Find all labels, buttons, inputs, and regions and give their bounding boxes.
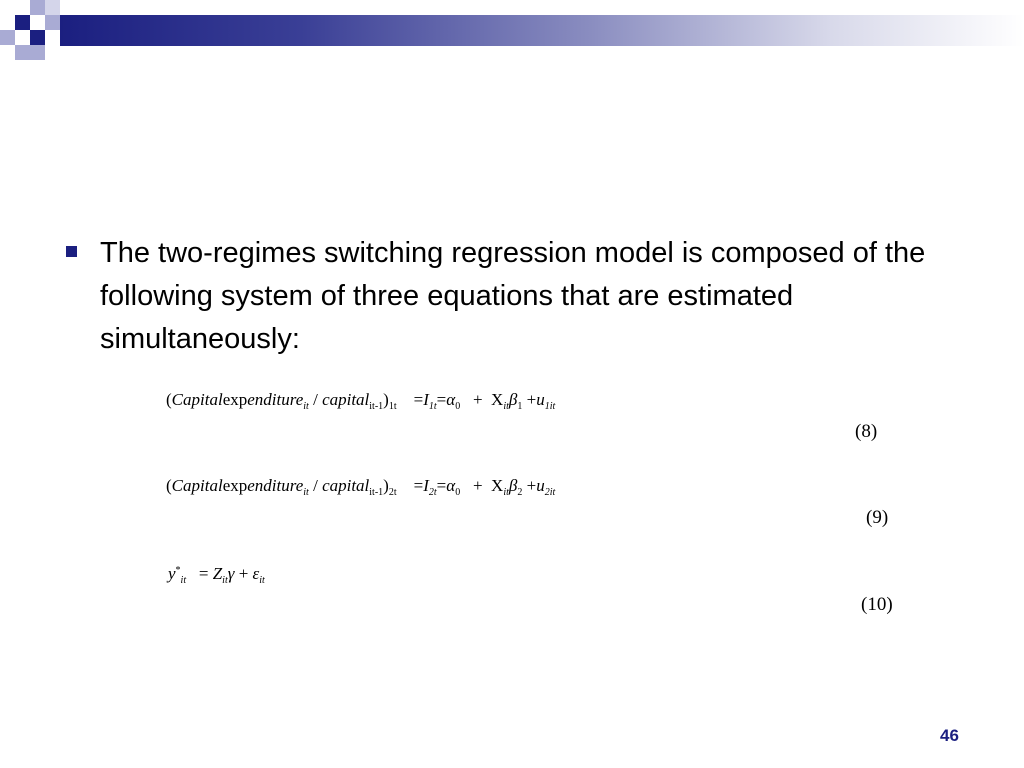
corner-square bbox=[15, 15, 30, 30]
bullet-item bbox=[62, 232, 982, 361]
equation-number-9: (9) bbox=[866, 507, 889, 528]
bullet-square-icon bbox=[66, 246, 77, 257]
corner-square bbox=[45, 0, 60, 15]
equation-9: (Capitalexpenditure$_{it}$ / $capital_{it-1})_{2t}$ $=I_{2t}=\alpha_0$ + $X_{it}\beta_2 +u_{2it}$ bbox=[166, 476, 556, 498]
corner-square bbox=[45, 15, 60, 30]
equation-number-8: (8) bbox=[855, 421, 878, 442]
corner-square bbox=[30, 45, 45, 60]
corner-square bbox=[15, 45, 30, 60]
corner-square bbox=[0, 30, 15, 45]
equation-10: $y^*_{it}$ = $Z_{it}\gamma + \varepsilon_{it}$ bbox=[168, 564, 265, 586]
corner-square bbox=[30, 0, 45, 15]
equation-8: (Capitalexpenditure$_{it}$ / $capital_{it-1})_{1t}$ $=I_{1t}=\alpha_0$ + $X_{it}\beta_1 +u_{1it}$ bbox=[166, 390, 556, 412]
title-gradient-bar bbox=[60, 15, 1024, 46]
page-number: 46 bbox=[940, 726, 959, 745]
corner-square bbox=[30, 30, 45, 45]
equation-number-10: (10) bbox=[861, 594, 893, 615]
bullet-text: The two-regimes switching regression model is composed of the following system of three equations that are estimated simultaneously: bbox=[100, 237, 926, 355]
